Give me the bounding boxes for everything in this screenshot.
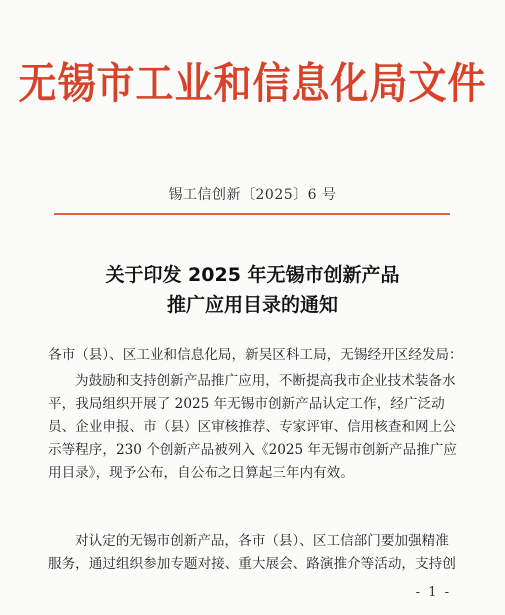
- notice-title-line-1: 关于印发 2025 年无锡市创新产品: [105, 264, 400, 286]
- body-paragraph-2: 对认定的无锡市创新产品，各市（县）、区工信部门要加强精准服务，通过组织参加专题对接、重大展会、路演推介等活动，支持创: [48, 533, 456, 572]
- document-number: 锡工信创新〔2025〕6 号: [168, 187, 337, 203]
- salutation: 各市（县）、区工业和信息化局，新吴区科工局，无锡经开区经发局：: [48, 347, 463, 363]
- notice-title-line-2: 推广应用目录的通知: [166, 294, 338, 316]
- red-divider-line: [54, 213, 450, 215]
- body-paragraph-1: 为鼓励和支持创新产品推广应用，不断提高我市企业技术装备水平，我局组织开展了 2025 年无锡市创新产品认定工作，经广泛动员、企业申报、市（县）区审核推荐、专家评审、信用核查和网上公示等程序，230 个创新产品被列入《2025 年无锡市创新产品推广应用目录》，现予公布，自公布之日算起三年内有效。: [48, 373, 458, 481]
- page-number: - 1 -: [415, 585, 451, 600]
- issuing-authority-header: 无锡市工业和信息化局文件: [18, 58, 487, 109]
